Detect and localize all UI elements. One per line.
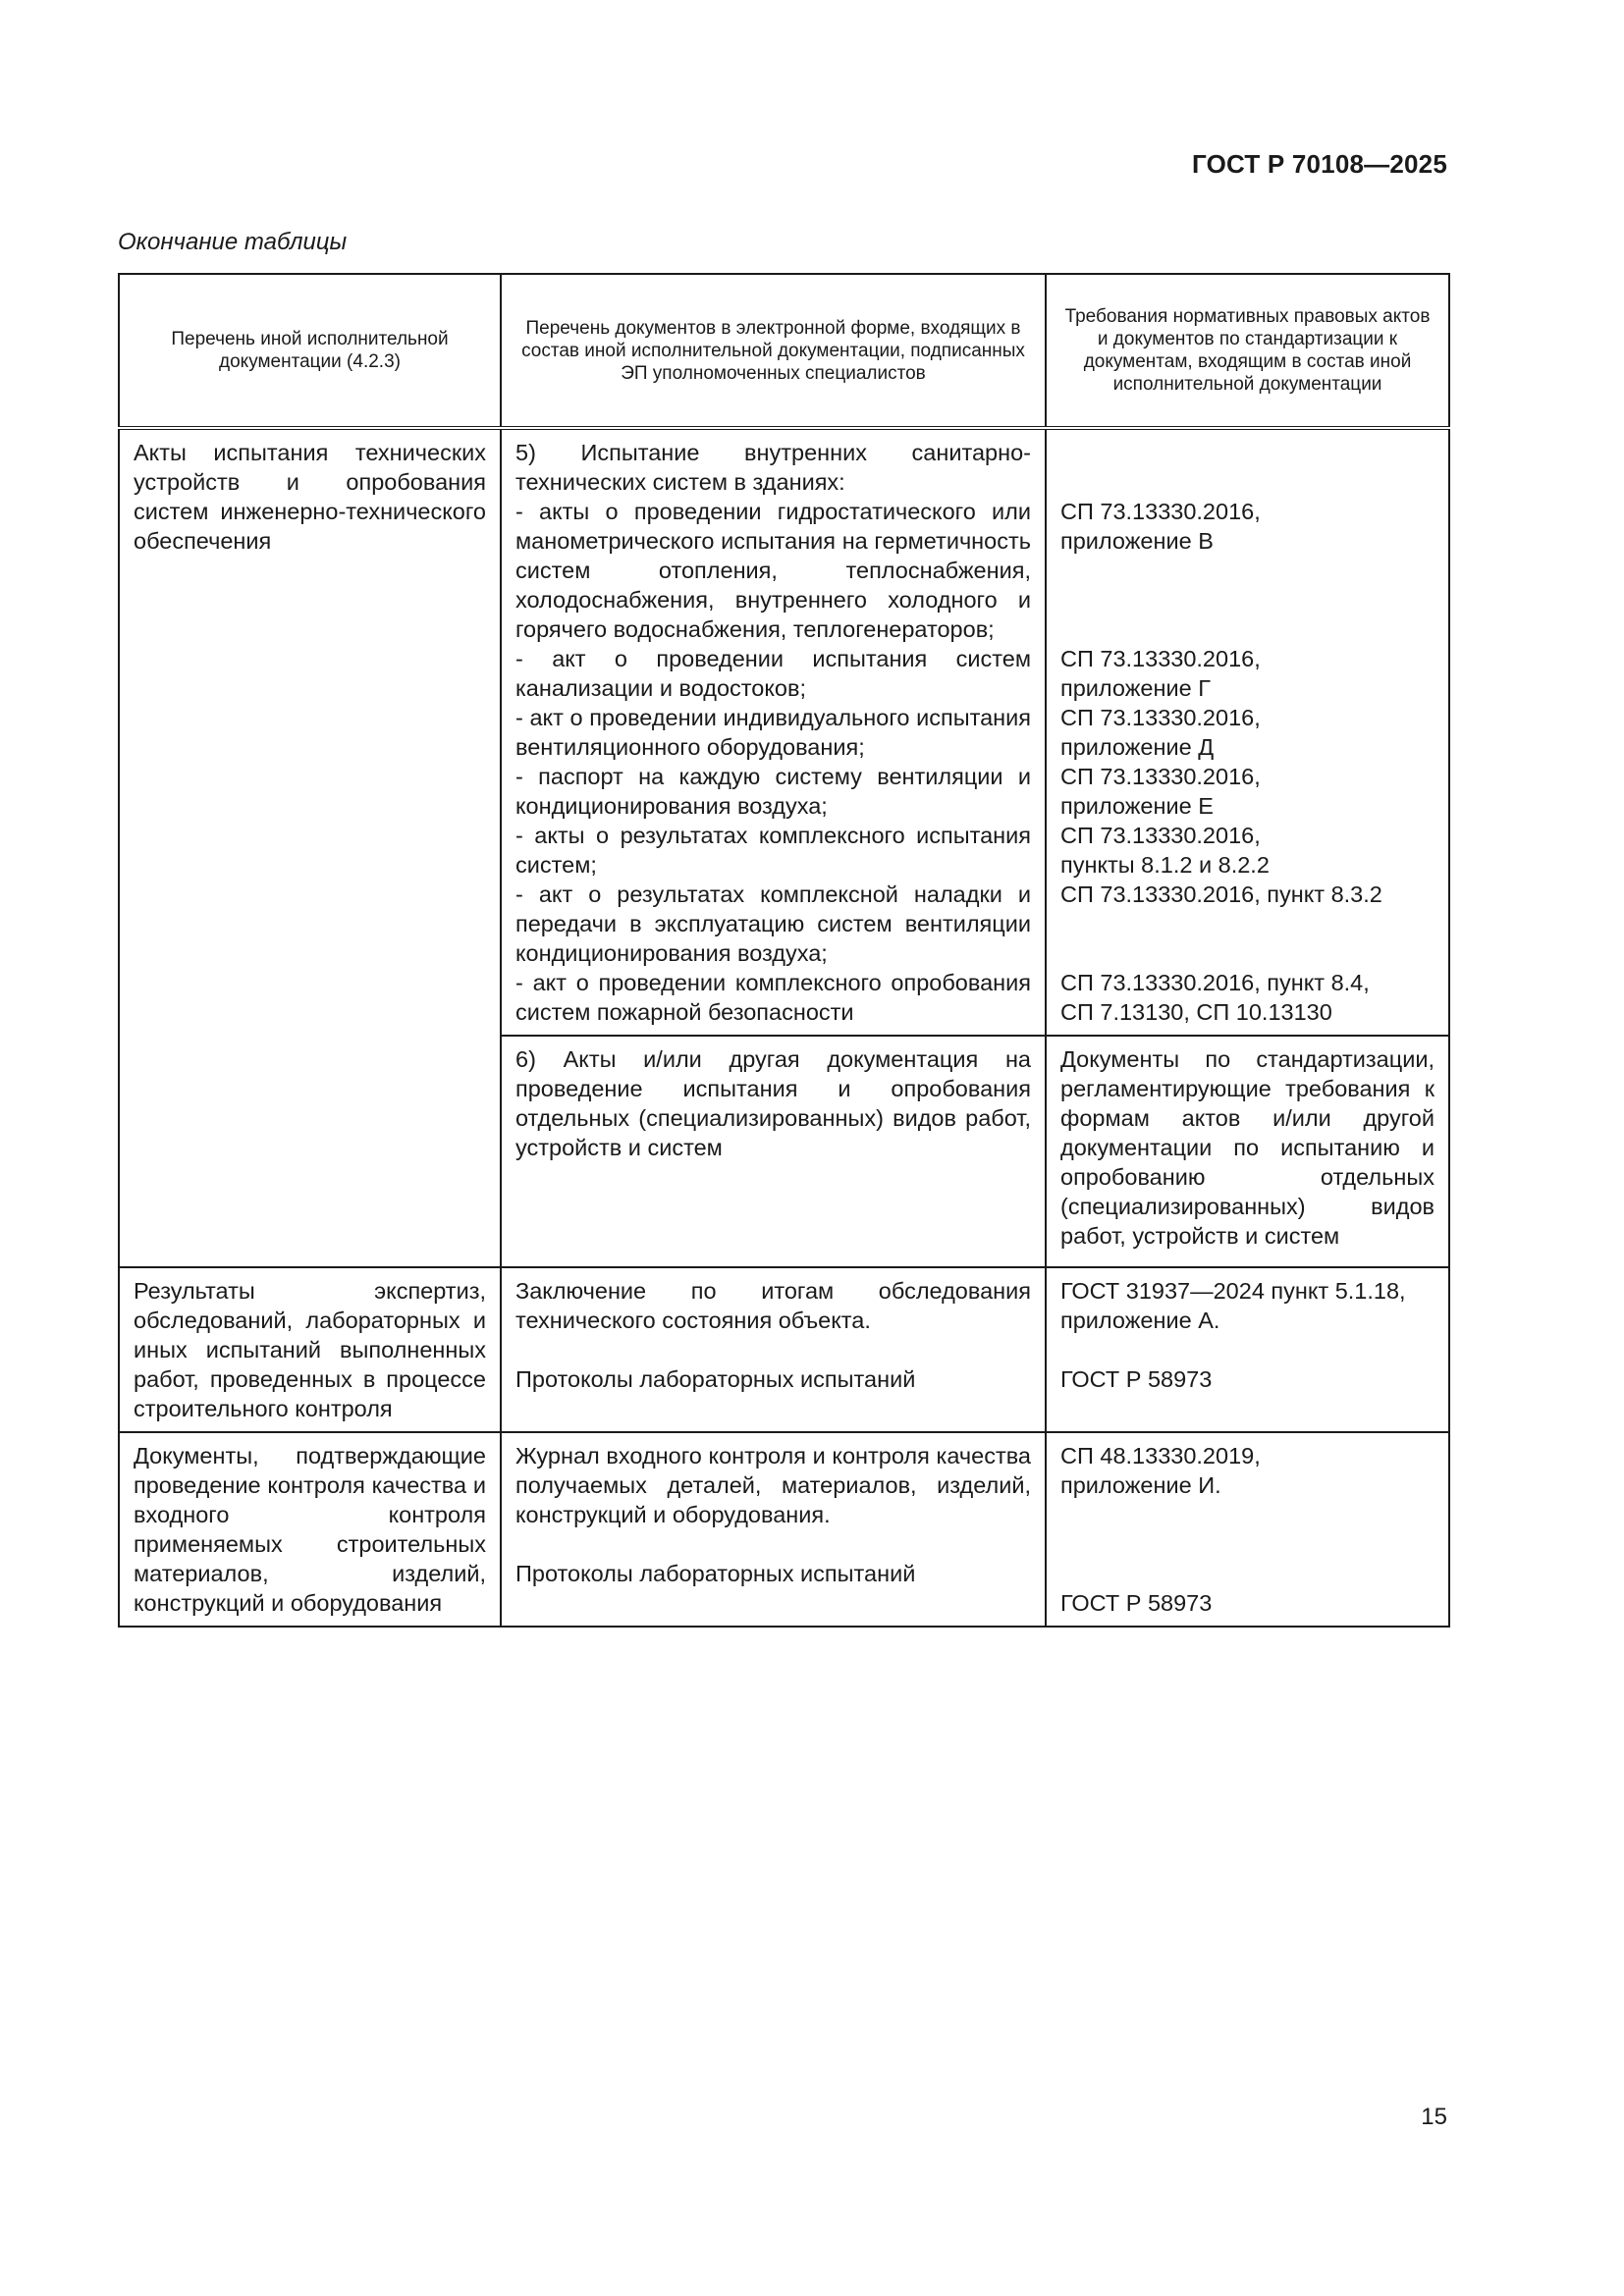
list-item: Журнал входного контроля и контроля качества получаемых деталей, материалов, изделий, конструкций и оборудования.: [515, 1443, 1031, 1527]
row3-doc-list: [501, 1432, 1046, 1627]
ref-line: приложение А.: [1060, 1308, 1220, 1333]
row2-doc-list: [501, 1267, 1046, 1432]
list-item: Протоколы лабораторных испытаний: [515, 1366, 916, 1392]
list-item: - акт о проведении комплексного опробования систем пожарной безопасности: [515, 970, 1031, 1025]
list-item: - паспорт на каждую систему вентиляции и кондиционирования воздуха;: [515, 764, 1031, 819]
row1-sub1-doc-list: [501, 428, 1046, 1036]
row1-sub2-refs: Документы по стандартизации, регламентирующие требования к формам актов и/или другой документации по испытанию и опробованию отдельных (специализированных) видов работ, устройств и систем: [1046, 1036, 1449, 1267]
ref-line: приложение Д: [1060, 734, 1215, 760]
requirements-table: [118, 273, 1450, 1628]
ref-line: пункты 8.1.2 и 8.2.2: [1060, 852, 1270, 878]
table-row: [119, 1432, 1449, 1627]
row2-doc-type: Результаты экспертиз, обследований, лабораторных и иных испытаний выполненных работ, проведенных в процессе строительного контроля: [119, 1267, 501, 1432]
row1-sub2-doc-list: 6) Акты и/или другая документация на проведение испытания и опробования отдельных (специализированных) видов работ, устройств и систем: [501, 1036, 1046, 1267]
ref-line: приложение Г: [1060, 675, 1211, 701]
ref-line: СП 73.13330.2016, пункт 8.3.2: [1060, 881, 1382, 907]
ref-line: СП 73.13330.2016,: [1060, 646, 1261, 671]
list-item: - акты о проведении гидростатического или манометрического испытания на герметичность систем отопления, теплоснабжения, холодоснабжения, внутреннего холодного и горячего водоснабжения, теплогенераторов;: [515, 499, 1031, 642]
ref-line: ГОСТ Р 58973: [1060, 1366, 1213, 1392]
document-code: ГОСТ Р 70108—2025: [1192, 149, 1447, 179]
ref-line: СП 73.13330.2016,: [1060, 705, 1261, 730]
list-item: - акт о проведении испытания систем канализации и водостоков;: [515, 646, 1031, 701]
ref-line: приложение И.: [1060, 1472, 1221, 1498]
ref-line: СП 73.13330.2016,: [1060, 499, 1261, 524]
ref-line: СП 73.13330.2016,: [1060, 823, 1261, 848]
ref-line: СП 73.13330.2016,: [1060, 764, 1261, 789]
header-cell-other-docs: Перечень иной исполнительной документации (4.2.3): [119, 274, 501, 428]
list-item: - акт о проведении индивидуального испытания вентиляционного оборудования;: [515, 705, 1031, 760]
ref-line: СП 7.13130, СП 10.13130: [1060, 999, 1332, 1025]
ref-line: СП 48.13330.2019,: [1060, 1443, 1261, 1468]
table-row: [119, 1267, 1449, 1432]
list-item: Заключение по итогам обследования технического состояния объекта.: [515, 1278, 1031, 1333]
table-row: [119, 428, 1449, 1036]
header-cell-electronic-docs: Перечень документов в электронной форме, входящих в состав иной исполнительной документации, подписанных ЭП уполномоченных специалистов: [501, 274, 1046, 428]
table-header-row: [119, 274, 1449, 428]
row2-refs: [1046, 1267, 1449, 1432]
ref-line: ГОСТ 31937—2024 пункт 5.1.18,: [1060, 1278, 1406, 1304]
header-cell-requirements: Требования нормативных правовых актов и документов по стандартизации к документам, входящим в состав иной исполнительной документации: [1046, 274, 1449, 428]
list-item: - акты о результатах комплексного испытания систем;: [515, 823, 1031, 878]
row1-doc-type: Акты испытания технических устройств и опробования систем инженерно-технического обеспечения: [119, 428, 501, 1267]
list-item: 5) Испытание внутренних санитарно-технических систем в зданиях:: [515, 440, 1031, 495]
list-item: - акт о результатах комплексной наладки и передачи в эксплуатацию систем вентиляции кондиционирования воздуха;: [515, 881, 1031, 966]
table-caption: Окончание таблицы: [118, 229, 348, 255]
list-item: Протоколы лабораторных испытаний: [515, 1561, 916, 1586]
row1-sub1-refs: [1046, 428, 1449, 1036]
ref-line: ГОСТ Р 58973: [1060, 1590, 1213, 1616]
page-number: 15: [1421, 2104, 1447, 2130]
ref-line: СП 73.13330.2016, пункт 8.4,: [1060, 970, 1370, 995]
ref-line: приложение В: [1060, 528, 1214, 554]
ref-line: приложение Е: [1060, 793, 1214, 819]
row3-refs: [1046, 1432, 1449, 1627]
row3-doc-type: Документы, подтверждающие проведение контроля качества и входного контроля применяемых строительных материалов, изделий, конструкций и оборудования: [119, 1432, 501, 1627]
